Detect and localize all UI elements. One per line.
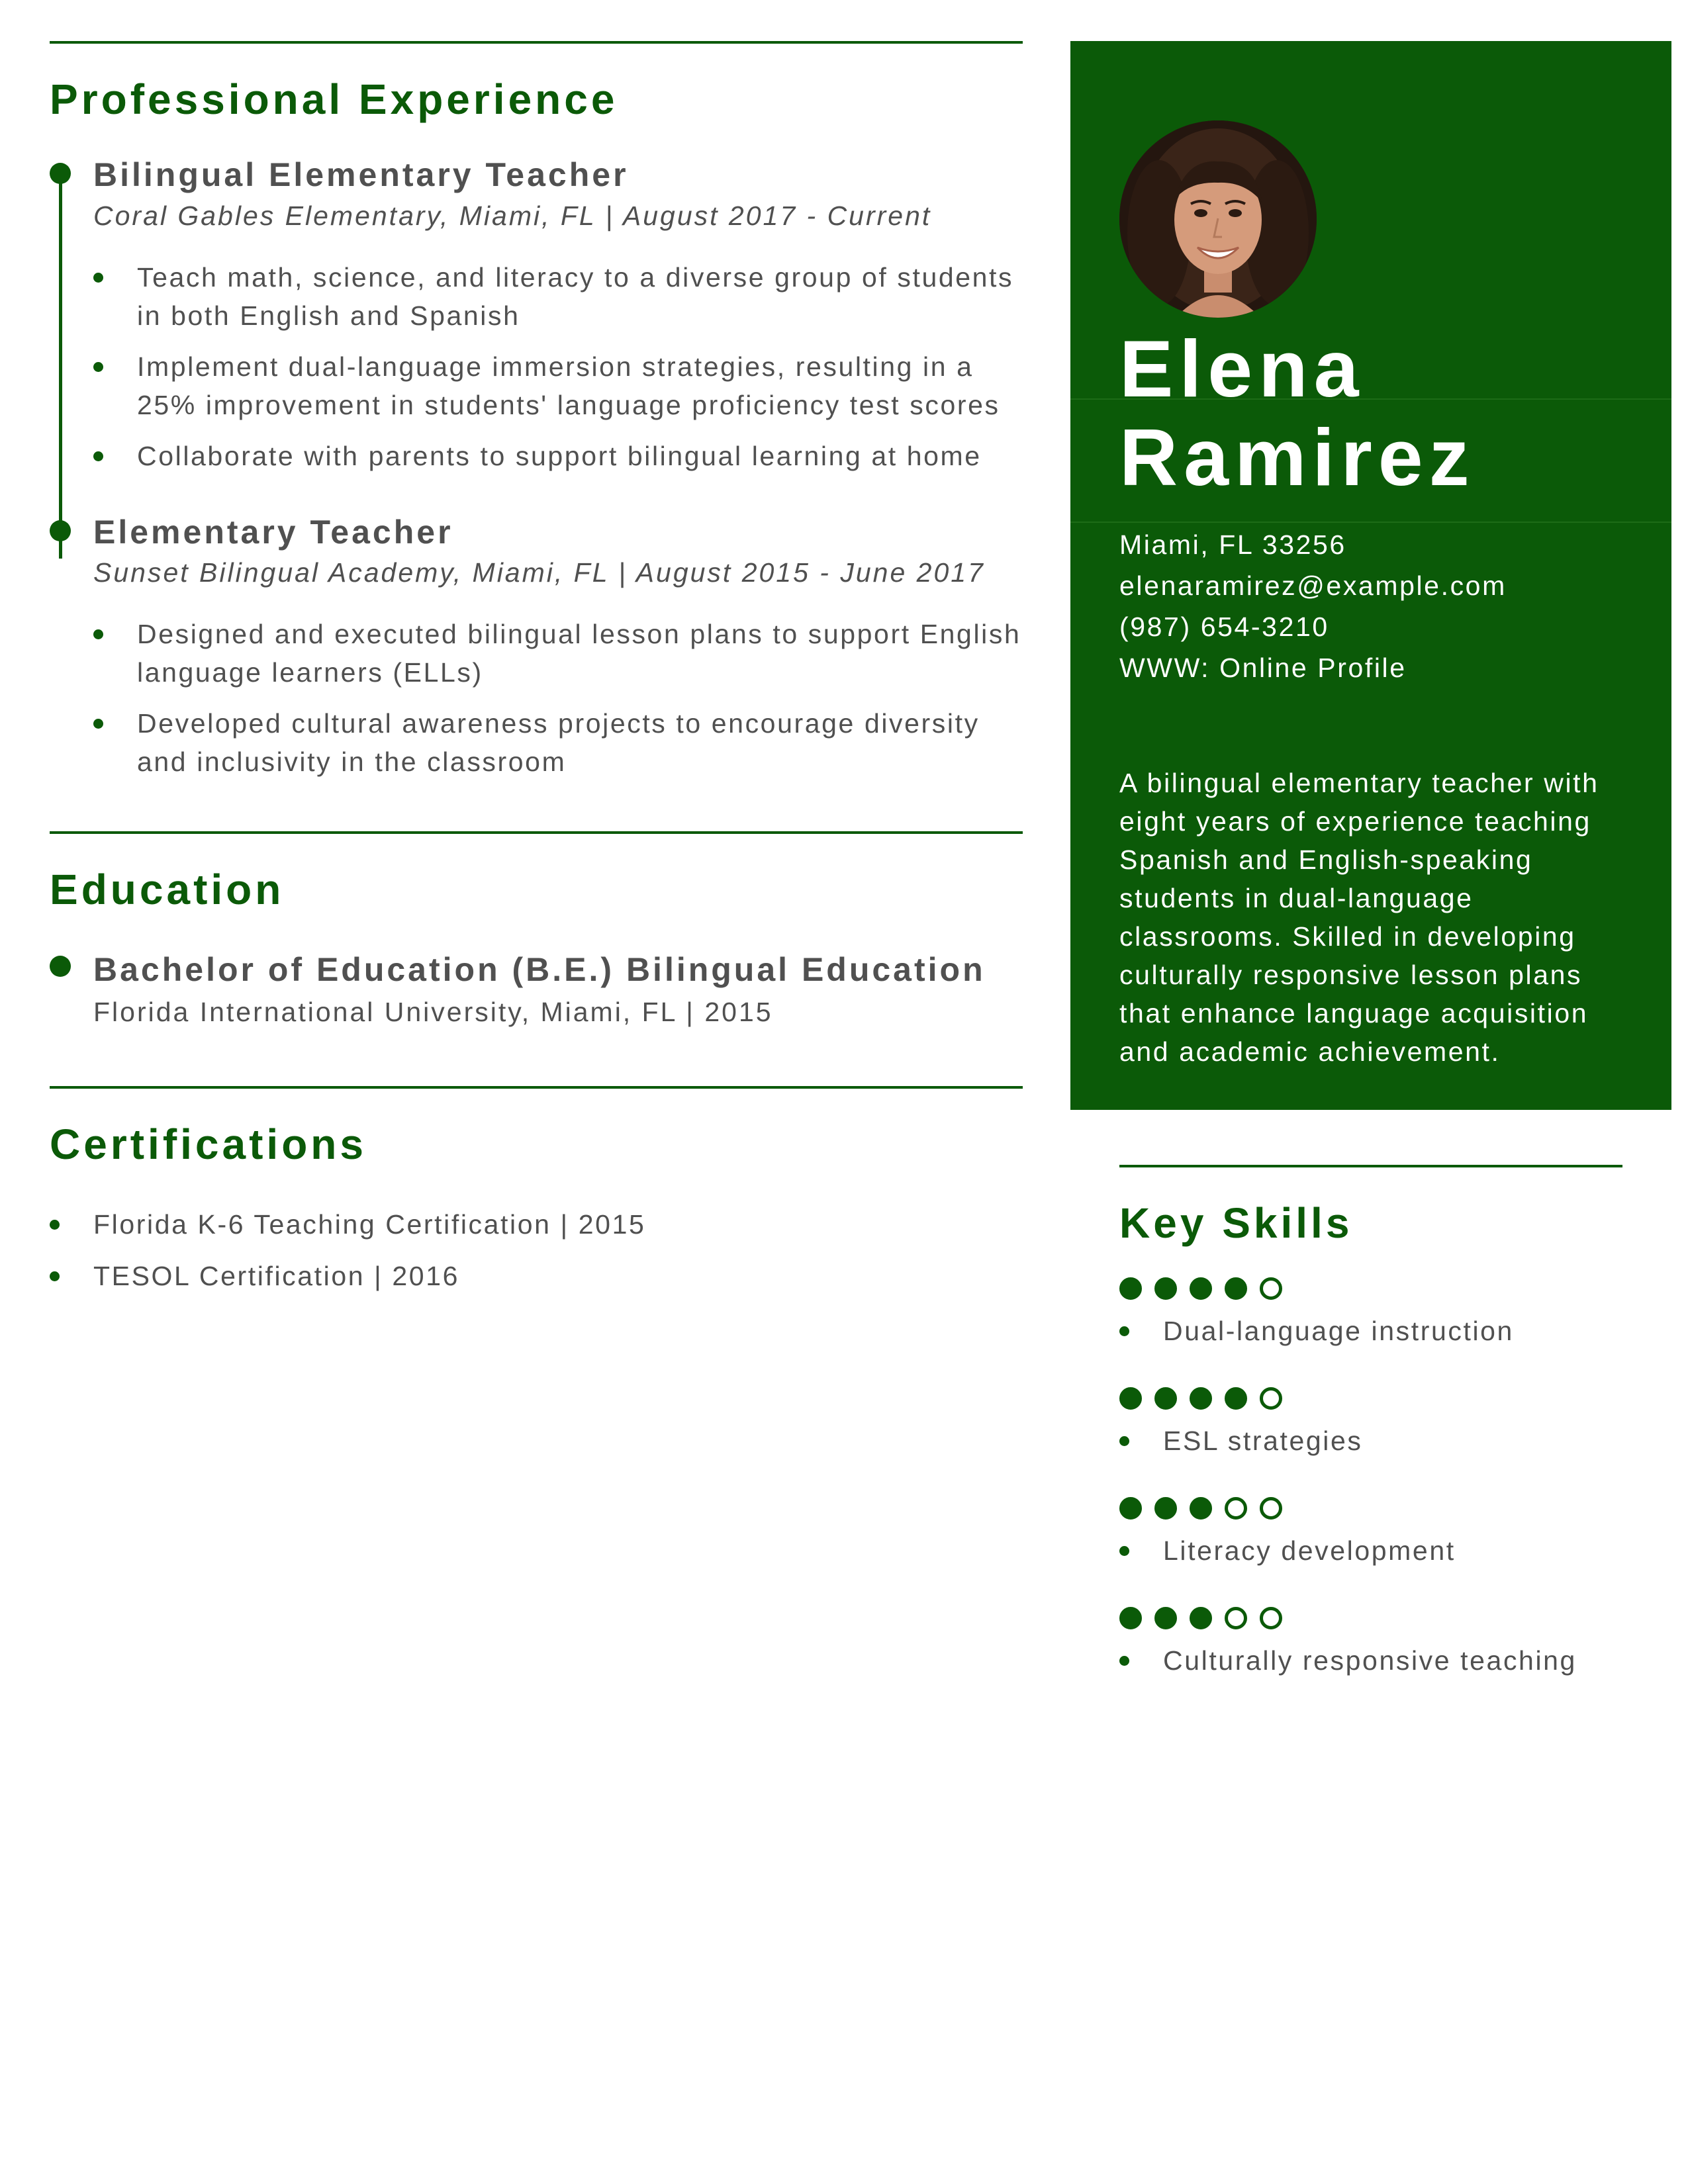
education-entry: [50, 950, 1023, 1028]
summary-text: A bilingual elementary teacher with eight years of experience teaching Spanish and English-speaking students in dual-language classrooms. Skilled in developing culturally responsive lesson plans that enhance language acquisition and academic achievement.: [1119, 768, 1599, 1067]
experience-heading: Professional Experience: [50, 75, 618, 123]
rating-dot-filled: [1154, 1497, 1177, 1520]
job-bullet: Implement dual-language immersion strategies, resulting in a 25% improvement in students' language proficiency test scores: [93, 347, 1023, 424]
rating-dot-empty: [1260, 1387, 1282, 1410]
location: Miami, FL 33256: [1119, 529, 1346, 560]
certifications-heading: Certifications: [50, 1120, 367, 1168]
job-bullet: Designed and executed bilingual lesson plans to support English language learners (ELLs): [93, 615, 1023, 692]
section-divider: [50, 41, 1023, 44]
skill-entry: [1119, 1497, 1622, 1570]
skill-name: ESL strategies: [1119, 1422, 1622, 1460]
section-divider: [1119, 1165, 1622, 1167]
timeline-dot: [50, 520, 71, 541]
first-name: Elena: [1119, 324, 1365, 414]
rating-dot-empty: [1225, 1607, 1247, 1629]
job-meta: Sunset Bilingual Academy, Miami, FL | August 2015 - June 2017: [93, 557, 985, 588]
rating-dot-filled: [1119, 1607, 1142, 1629]
education-heading: Education: [50, 866, 285, 913]
rating-dot-filled: [1119, 1277, 1142, 1300]
main-column: [50, 41, 1023, 1308]
job-entry: [50, 515, 1023, 782]
email-link[interactable]: elenaramirez@example.com: [1119, 570, 1507, 601]
profile-panel: [1070, 41, 1671, 1110]
rating-dot-filled: [1119, 1387, 1142, 1410]
rating-dot-filled: [1190, 1277, 1212, 1300]
section-divider: [50, 831, 1023, 834]
timeline-dot: [50, 163, 71, 184]
job-entry: [50, 158, 1023, 475]
skill-rating: [1119, 1607, 1622, 1629]
avatar: [1119, 120, 1317, 318]
experience-timeline: [50, 158, 1023, 781]
phone: (987) 654-3210: [1119, 612, 1329, 642]
rating-dot-filled: [1190, 1387, 1212, 1410]
skills-list: [1119, 1277, 1622, 1680]
certification-item: Florida K-6 Teaching Certification | 2015: [50, 1205, 1023, 1244]
skills-section: [1119, 1165, 1622, 1680]
degree-title: Bachelor of Education (B.E.) Bilingual Education: [93, 951, 986, 988]
rating-dot-empty: [1260, 1497, 1282, 1520]
job-title: Elementary Teacher: [93, 513, 453, 551]
skill-name: Literacy development: [1119, 1531, 1622, 1570]
skills-heading: Key Skills: [1119, 1199, 1353, 1247]
portrait-image: [1119, 120, 1317, 318]
rating-dot-filled: [1154, 1607, 1177, 1629]
contact-info: [1119, 524, 1507, 688]
rating-dot-filled: [1225, 1387, 1247, 1410]
skill-name: Culturally responsive teaching: [1119, 1641, 1622, 1680]
rating-dot-empty: [1260, 1607, 1282, 1629]
skill-rating: [1119, 1387, 1622, 1410]
section-divider: [50, 1086, 1023, 1089]
last-name: Ramirez: [1119, 412, 1476, 502]
website-link[interactable]: WWW: Online Profile: [1119, 653, 1407, 683]
skill-rating: [1119, 1277, 1622, 1300]
rating-dot-filled: [1190, 1497, 1212, 1520]
job-meta: Coral Gables Elementary, Miami, FL | August 2017 - Current: [93, 200, 932, 231]
job-bullets: [93, 258, 1023, 475]
degree-meta: Florida International University, Miami, FL | 2015: [93, 997, 773, 1027]
rating-dot-filled: [1154, 1277, 1177, 1300]
skill-rating: [1119, 1497, 1622, 1520]
certifications-list: [50, 1205, 1023, 1295]
job-bullet: Collaborate with parents to support bilingual learning at home: [93, 437, 1023, 475]
skill-entry: [1119, 1387, 1622, 1460]
certification-item: TESOL Certification | 2016: [50, 1257, 1023, 1295]
rating-dot-empty: [1260, 1277, 1282, 1300]
rating-dot-filled: [1119, 1497, 1142, 1520]
rating-dot-filled: [1225, 1277, 1247, 1300]
skill-entry: [1119, 1607, 1622, 1680]
job-bullet: Developed cultural awareness projects to encourage diversity and inclusivity in the classroom: [93, 704, 1023, 781]
rating-dot-filled: [1190, 1607, 1212, 1629]
skill-entry: [1119, 1277, 1622, 1350]
job-title: Bilingual Elementary Teacher: [93, 156, 629, 193]
full-name: [1119, 324, 1476, 502]
job-bullet: Teach math, science, and literacy to a diverse group of students in both English and Spanish: [93, 258, 1023, 335]
rating-dot-filled: [1154, 1387, 1177, 1410]
skill-name: Dual-language instruction: [1119, 1312, 1622, 1350]
panel-divider: [1070, 522, 1671, 523]
timeline-dot: [50, 956, 71, 977]
job-bullets: [93, 615, 1023, 781]
rating-dot-empty: [1225, 1497, 1247, 1520]
